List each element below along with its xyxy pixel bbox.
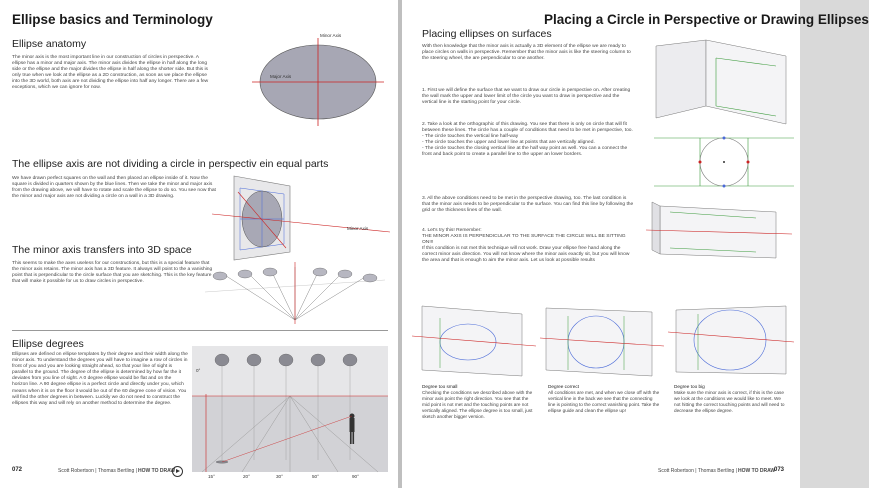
text-step-2: 2. Take a look at the orthographic of this drawing. You see that there is only on circle that will fit between these lines. The circle has a couple of conditions that need to be met in perspective, too. - The circle touches the vertical line half-way - The circle touches the upper and lower line at points that are vertically aligned. - The circle touches the closing vertical line at the half way point as well. You can a connect the front and back point to create a parallel line to the upper an lower borders. [422,122,633,158]
minor-axis-3d-figure [200,262,390,324]
section-divider [12,330,388,331]
left-page [0,0,398,488]
text-minor-axis-3d: This seems to make the axes useless for our constructions, but this is a special feature that the minor axis retains. The minor axis has a 3D feature. It always will point to the a vanishing point that is perpendicular to the circle surface that you are sketching. This is the key feature that will make it possible for us to draw circles in perspective. [12,261,213,285]
result-correct-figure [540,296,664,380]
left-page-number: 072 [12,467,23,473]
step-2-figure [654,132,794,192]
text-ellipse-degrees: Ellipses are defined on ellipse templates by their degree and their width along the minor axis. To understand the degrees you will have to imagine a row of circles in front of you and you are looking straight ahead, so that your line of sight is parallel to the ground. The degree of the ellipse is determined by how far the it deviates from you line of sight. A 0 degree ellipse would be flat and on the horizon line. A 90 degree ellipse is a perfect circle and directly under you, which means when it is on the floor it would be out of the 60 degree cone of vision. You will find the other degrees in between. Luckily we do not need to construct the ellipses this way and will rely on another method to determine the degree. [12,352,188,406]
heading-axis-not-dividing: The ellipse axis are not dividing a circle in perspectiv ein equal parts [12,158,329,170]
caption-too-big-text: Make sure the minor axis is correct, if this is the case we look at the conditions we would like to meet. We not hitting the correct touching points and will need to decrease the ellipse degree. [674,389,785,413]
left-footer-book: HOW TO DRAW [138,468,176,474]
heading-placing-ellipses: Placing ellipses on surfaces [422,28,552,40]
degree-label-20: 20° [243,474,250,479]
heading-ellipse-degrees: Ellipse degrees [12,338,84,350]
text-intro: With then knowledge that the minor axis is actually a 3D element of the ellipse we are ready to place circles on walls in perspective. Remember that the minor axis is like the steering column to the steering wheel, the are perpendicular to one another. [422,44,631,62]
minor-axis-label: Minor Axis [320,33,342,38]
degree-label-90: 90° [352,474,359,479]
step-3-figure [646,198,792,262]
major-axis-label: Major Axis [270,74,292,79]
step-1-figure [646,36,792,126]
minor-axis-label-2: Minor Axis [347,226,369,231]
text-step-3: 3. All the above conditions need to be met in the perspective drawing, too. The last condition is that the minor axis needs to be perpendicular to the surface. You can find this line by following the grid or the thickness lines of the wall. [422,196,634,214]
result-too-small-figure [412,296,536,380]
right-footer-book: HOW TO DRAW [738,468,776,474]
text-step-1: 1. First we will define the surface that we want to draw our circle in perspective on. After creating the wall mark the upper and lower limit of the circle you want to draw in perspective and the vertical line is the starting point for your circle. [422,88,631,106]
degree-label-15: 15° [208,474,215,479]
right-page-number: 073 [774,467,785,473]
caption-too-big-title: Degree too big [674,384,705,389]
left-page-title: Ellipse basics and Terminology [12,12,213,27]
caption-too-big [674,384,788,414]
ellipse-anatomy-figure [244,32,392,132]
play-icon [172,466,183,477]
text-ellipse-anatomy: The minor axis is the most important line in our construction of circles in perspective. A ellipse has a minor and major axis. The minor axis divides the ellipse in half along the long side or the ellipse and the major divides the ellipse in half along the shorter side. But this is only true when we look at the ellipse as a 2D construction, as soon as we place the ellipse into the 3D world, both axis are not dividing the ellipse into half any longer. There are a few exceptions, which we can ignore for now. [12,55,209,91]
right-page [402,0,869,488]
right-footer-credit: Scott Robertson | Thomas Bertling | [658,468,737,474]
caption-too-small-title: Degree too small [422,384,458,389]
degree-label-50: 50° [312,474,319,479]
caption-correct [548,384,660,414]
left-footer-credit: Scott Robertson | Thomas Bertling | [58,468,137,474]
result-too-big-figure [668,296,794,380]
caption-correct-text: All conditions are met, and when we close off with the vertical line in the back we see that the connecting line is pointing to the correct vanishing point. Take the ellipse guide and clean the ellipse up! [548,389,660,413]
caption-too-small-text: Checking the conditions we described above with the minor axis point the right direction. You see that the mid point is not met and the touching points are not vertically aligned. The ellipse degree is too small, just sketch another bigger version. [422,389,533,419]
degree-label-30: 30° [276,474,283,479]
right-page-title: Placing a Circle in Perspective or Drawing Ellipses [544,12,869,27]
degree-label-0: 0° [196,368,201,373]
ellipse-degrees-figure [192,346,388,472]
wall-ellipse-figure [212,170,392,260]
heading-minor-axis-3d: The minor axis transfers into 3D space [12,244,192,256]
heading-ellipse-anatomy: Ellipse anatomy [12,38,87,50]
caption-too-small [422,384,534,419]
text-axis-not-dividing: We have drawn perfect squares on the wall and then placed an ellipse inside of it. Now the square is divided in quarters shown by the blue lines. Then we take the minor and major axis from the drawing above, we will have to rotate and scale the ellipse to do so. You see now that the minor and major axis are not dividing a circle on a wall in a 3D drawing. [12,176,216,200]
text-step-4: 4. Let's try this! Remember: THE MINOR AXIS IS PERPENDICULAR TO THE SURFACE THE CIRCLE WILL BE SITTING ON!!! If this condition is not met this technique will not work. Draw your ellipse free hand along the correct minor axis direction. You will not know where the minor axis exactly sit, but you will know the area and that is enough to aim the minor axis. Let us look at possible results [422,228,630,264]
caption-correct-title: Degree correct [548,384,580,389]
